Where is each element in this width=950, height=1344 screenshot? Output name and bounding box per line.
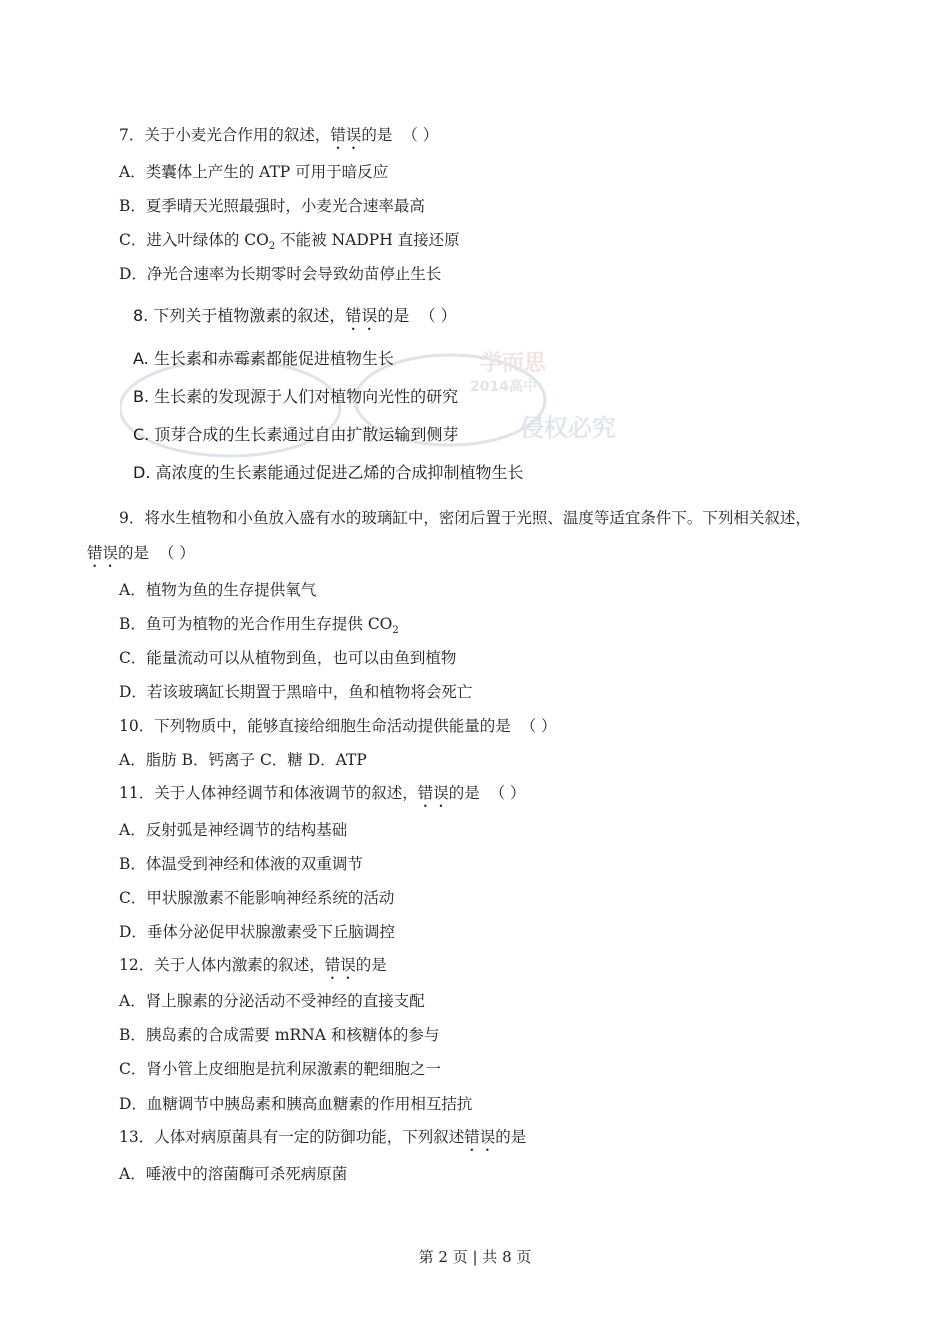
q11-option-a: A．反射弧是神经调节的结构基础 <box>119 821 348 839</box>
q11-stem-text: 11．关于人体神经调节和体液调节的叙述， <box>119 784 418 802</box>
q9-option-b-subscript: 2 <box>392 625 399 637</box>
q8-option-a: A. 生长素和赤霉素都能促进植物生长 <box>133 349 394 368</box>
q13-stem-text: 13．人体对病原菌具有一定的防御功能，下列叙述 <box>119 1128 465 1146</box>
q12-emphasis-word: 错误 <box>324 956 356 974</box>
q10-answer-blank: （ ） <box>520 717 557 735</box>
q9-option-b-text: B．鱼可为植物的光合作用生存提供 CO <box>119 615 393 633</box>
q9-option-b <box>119 614 399 641</box>
q8-option-c: C. 顶芽合成的生长素通过自由扩散运输到侧芽 <box>133 425 459 444</box>
q8-stem-text: 下列关于植物激素的叙述， <box>153 306 346 325</box>
q11-stem-end: 的是 <box>448 784 480 802</box>
q7-option-c-text-end: 不能被 NADPH 直接还原 <box>275 231 460 249</box>
watermark-text-3: 侵权必究 <box>520 414 616 442</box>
q9-stem-line1: 9．将水生植物和小鱼放入盛有水的玻璃缸中，密闭后置于光照、温度等适宜条件下。下列相关叙述， <box>119 509 811 527</box>
q8-stem <box>133 306 457 334</box>
q10-stem <box>119 716 557 736</box>
q12-stem-end: 的是 <box>355 956 387 974</box>
q7-option-c <box>119 230 460 257</box>
q10-stem-text: 10．下列物质中，能够直接给细胞生命活动提供能量的是 <box>119 717 511 735</box>
q7-option-c-subscript: 2 <box>268 241 276 253</box>
q12-stem <box>119 955 387 983</box>
q12-option-a: A．肾上腺素的分泌活动不受神经的直接支配 <box>119 992 425 1010</box>
watermark-text-1: 学而思 <box>480 351 547 376</box>
q11-emphasis-word: 错误 <box>417 784 449 802</box>
q7-stem-end: 的是 <box>361 126 393 144</box>
q12-stem-text: 12．关于人体内激素的叙述， <box>119 956 325 974</box>
q8-answer-blank: （ ） <box>419 306 457 325</box>
page-footer: 第 2 页 | 共 8 页 <box>418 1248 532 1266</box>
q12-option-d: D．血糖调节中胰岛素和胰高血糖素的作用相互拮抗 <box>119 1095 473 1113</box>
q8-emphasis-word: 错误 <box>345 306 378 325</box>
q7-option-b: B．夏季晴天光照最强时，小麦光合速率最高 <box>119 197 425 215</box>
q8-number: 8. <box>133 306 149 325</box>
q7-emphasis-word: 错误 <box>330 126 362 144</box>
q9-option-d: D．若该玻璃缸长期置于黑暗中，鱼和植物将会死亡 <box>119 683 473 701</box>
q7-option-a: A．类囊体上产生的 ATP 可用于暗反应 <box>119 163 389 181</box>
q9-stem-line2 <box>87 543 195 571</box>
q7-number: 7． <box>119 126 145 144</box>
q11-stem <box>119 783 526 811</box>
q8-option-b: B. 生长素的发现源于人们对植物向光性的研究 <box>133 387 459 406</box>
q9-answer-blank: （ ） <box>158 544 195 562</box>
q13-stem <box>119 1127 526 1155</box>
q11-option-c: C．甲状腺激素不能影响神经系统的活动 <box>119 889 395 907</box>
q7-answer-blank: （ ） <box>402 126 439 144</box>
q8-stem-end: 的是 <box>377 306 410 325</box>
q9-option-a: A．植物为鱼的生存提供氧气 <box>119 581 317 599</box>
q7-option-d: D．净光合速率为长期零时会导致幼苗停止生长 <box>119 265 442 283</box>
q11-answer-blank: （ ） <box>489 784 526 802</box>
q9-stem-end: 的是 <box>118 544 150 562</box>
q11-option-b: B．体温受到神经和体液的双重调节 <box>119 855 363 873</box>
q11-option-d: D．垂体分泌促甲状腺激素受下丘脑调控 <box>119 923 395 941</box>
q12-option-c: C．肾小管上皮细胞是抗利尿激素的靶细胞之一 <box>119 1060 441 1078</box>
q10-options: A．脂肪 B．钙离子 C．糖 D．ATP <box>119 751 367 769</box>
watermark-text-2: 2014高中 <box>470 379 537 395</box>
q12-option-b: B．胰岛素的合成需要 mRNA 和核糖体的参与 <box>119 1026 440 1044</box>
q13-emphasis-word: 错误 <box>464 1128 496 1146</box>
q13-option-a: A．唾液中的溶菌酶可杀死病原菌 <box>119 1165 348 1183</box>
q7-option-c-text: C．进入叶绿体的 CO <box>119 231 269 249</box>
q9-emphasis-word: 错误 <box>87 544 119 562</box>
q7-stem <box>119 125 438 153</box>
q9-option-c: C．能量流动可以从植物到鱼，也可以由鱼到植物 <box>119 649 457 667</box>
q7-stem-text: 关于小麦光合作用的叙述， <box>144 126 331 144</box>
q8-option-d: D. 高浓度的生长素能通过促进乙烯的合成抑制植物生长 <box>133 463 524 482</box>
q13-stem-end: 的是 <box>495 1128 527 1146</box>
